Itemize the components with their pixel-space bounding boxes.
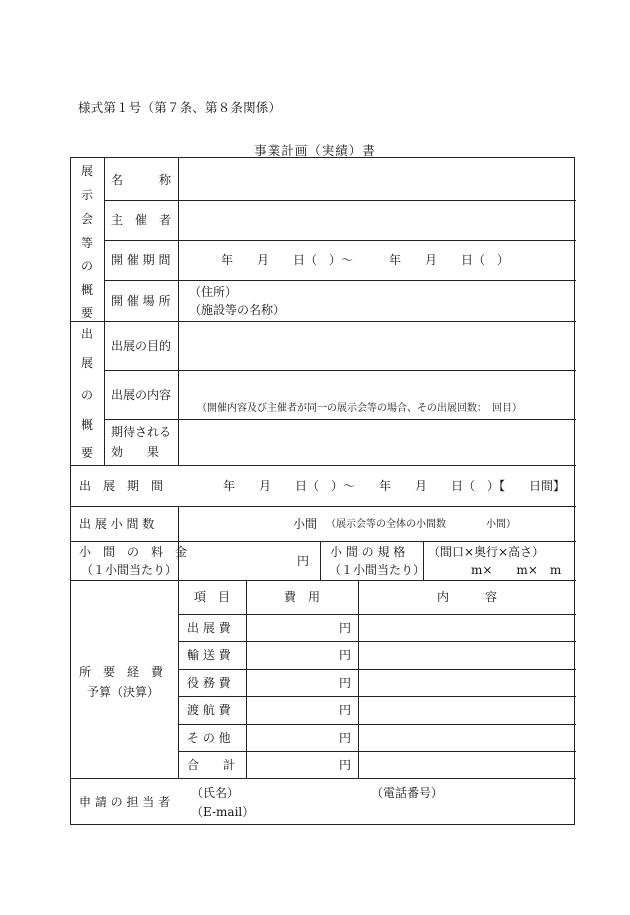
budget-row-yen[interactable]: 円 bbox=[339, 703, 352, 717]
venue-label: 開 催 場 所 bbox=[111, 294, 171, 308]
booth-fee-label-1: 小 間 の 料 金 bbox=[79, 545, 188, 559]
vertical-char: 展 bbox=[80, 164, 93, 178]
booth-fee-yen-unit[interactable]: 円 bbox=[297, 554, 310, 568]
venue-facility-field[interactable]: （施設等の名称） bbox=[189, 303, 286, 317]
content-label: 出展の内容 bbox=[111, 388, 172, 402]
applicant-contact-label: 申 請 の 担 当 者 bbox=[79, 795, 171, 809]
venue-address-field[interactable]: （住所） bbox=[189, 285, 238, 299]
participation-period-template[interactable]: 年 月 日（ ）～ 年 月 日（ ）【 日間】 bbox=[223, 479, 566, 493]
budget-row-item: 出 展 費 bbox=[187, 621, 231, 635]
applicant-email-field[interactable]: （E-mail） bbox=[191, 805, 255, 819]
vertical-char: 概 bbox=[80, 283, 93, 297]
booth-count-label: 出 展 小 間 数 bbox=[79, 517, 155, 531]
budget-row-yen[interactable]: 円 bbox=[339, 731, 352, 745]
applicant-phone-field[interactable]: （電話番号） bbox=[371, 786, 444, 800]
vertical-char: 展 bbox=[80, 356, 93, 370]
holding-period-label: 開 催 期 間 bbox=[111, 253, 171, 267]
booth-count-note: （展示会等の全体の小間数 小間） bbox=[326, 519, 516, 530]
vertical-char: 会 bbox=[80, 212, 93, 226]
business-plan-table bbox=[70, 157, 575, 825]
budget-row-item: 輸 送 費 bbox=[187, 648, 231, 662]
budget-row-yen[interactable]: 円 bbox=[339, 676, 352, 690]
applicant-name-field[interactable]: （氏名） bbox=[191, 786, 240, 800]
vertical-char: 出 bbox=[80, 327, 93, 341]
vertical-char: 要 bbox=[80, 446, 93, 460]
purpose-label: 出展の目的 bbox=[111, 339, 172, 353]
budget-label-2: 予算（決算） bbox=[87, 685, 160, 699]
budget-row-item: 役 務 費 bbox=[187, 676, 231, 690]
content-note: （開催内容及び主催者が同一の展示会等の場合、その出展回数： 回目） bbox=[197, 403, 522, 414]
form-number-label: 様式第１号（第７条、第８条関係） bbox=[78, 100, 282, 115]
booth-spec-label-2: （１小間当たり） bbox=[329, 563, 426, 577]
budget-row-item: そ の 他 bbox=[187, 731, 231, 745]
budget-col-cost: 費 用 bbox=[283, 590, 320, 604]
budget-col-item: 項 目 bbox=[193, 590, 230, 604]
document-title: 事業計画（実績）書 bbox=[254, 143, 376, 158]
budget-row-yen[interactable]: 円 bbox=[339, 621, 352, 635]
organizer-label: 主 催 者 bbox=[111, 213, 172, 227]
expected-effect-label-1: 期待される bbox=[111, 425, 172, 439]
vertical-char: 等 bbox=[80, 236, 93, 250]
booth-count-unit[interactable]: 小間 bbox=[293, 517, 318, 531]
budget-row-item: 合 計 bbox=[187, 758, 236, 772]
booth-spec-label-1: 小 間 の 規 格 bbox=[330, 545, 406, 559]
holding-period-template[interactable]: 年 月 日（ ）～ 年 月 日（ ） bbox=[221, 253, 510, 267]
vertical-char: の bbox=[80, 388, 93, 402]
budget-row-yen[interactable]: 円 bbox=[339, 648, 352, 662]
vertical-char: 概 bbox=[80, 418, 93, 432]
budget-row-item: 渡 航 費 bbox=[187, 703, 231, 717]
budget-label-1: 所 要 経 費 bbox=[79, 665, 164, 679]
booth-spec-units[interactable]: m× m× m bbox=[471, 563, 562, 577]
booth-fee-label-2: （１小間当たり） bbox=[81, 563, 178, 577]
vertical-char: 示 bbox=[80, 188, 93, 202]
vertical-char: 要 bbox=[80, 306, 93, 320]
vertical-char: の bbox=[80, 259, 93, 273]
participation-period-label: 出 展 期 間 bbox=[79, 479, 164, 493]
name-label: 名 称 bbox=[111, 173, 172, 187]
expected-effect-label-2: 効 果 bbox=[111, 445, 160, 459]
booth-spec-dimensions: （間口×奥行×高さ） bbox=[428, 545, 545, 559]
budget-col-content: 内 容 bbox=[436, 590, 497, 604]
budget-row-yen[interactable]: 円 bbox=[339, 758, 352, 772]
